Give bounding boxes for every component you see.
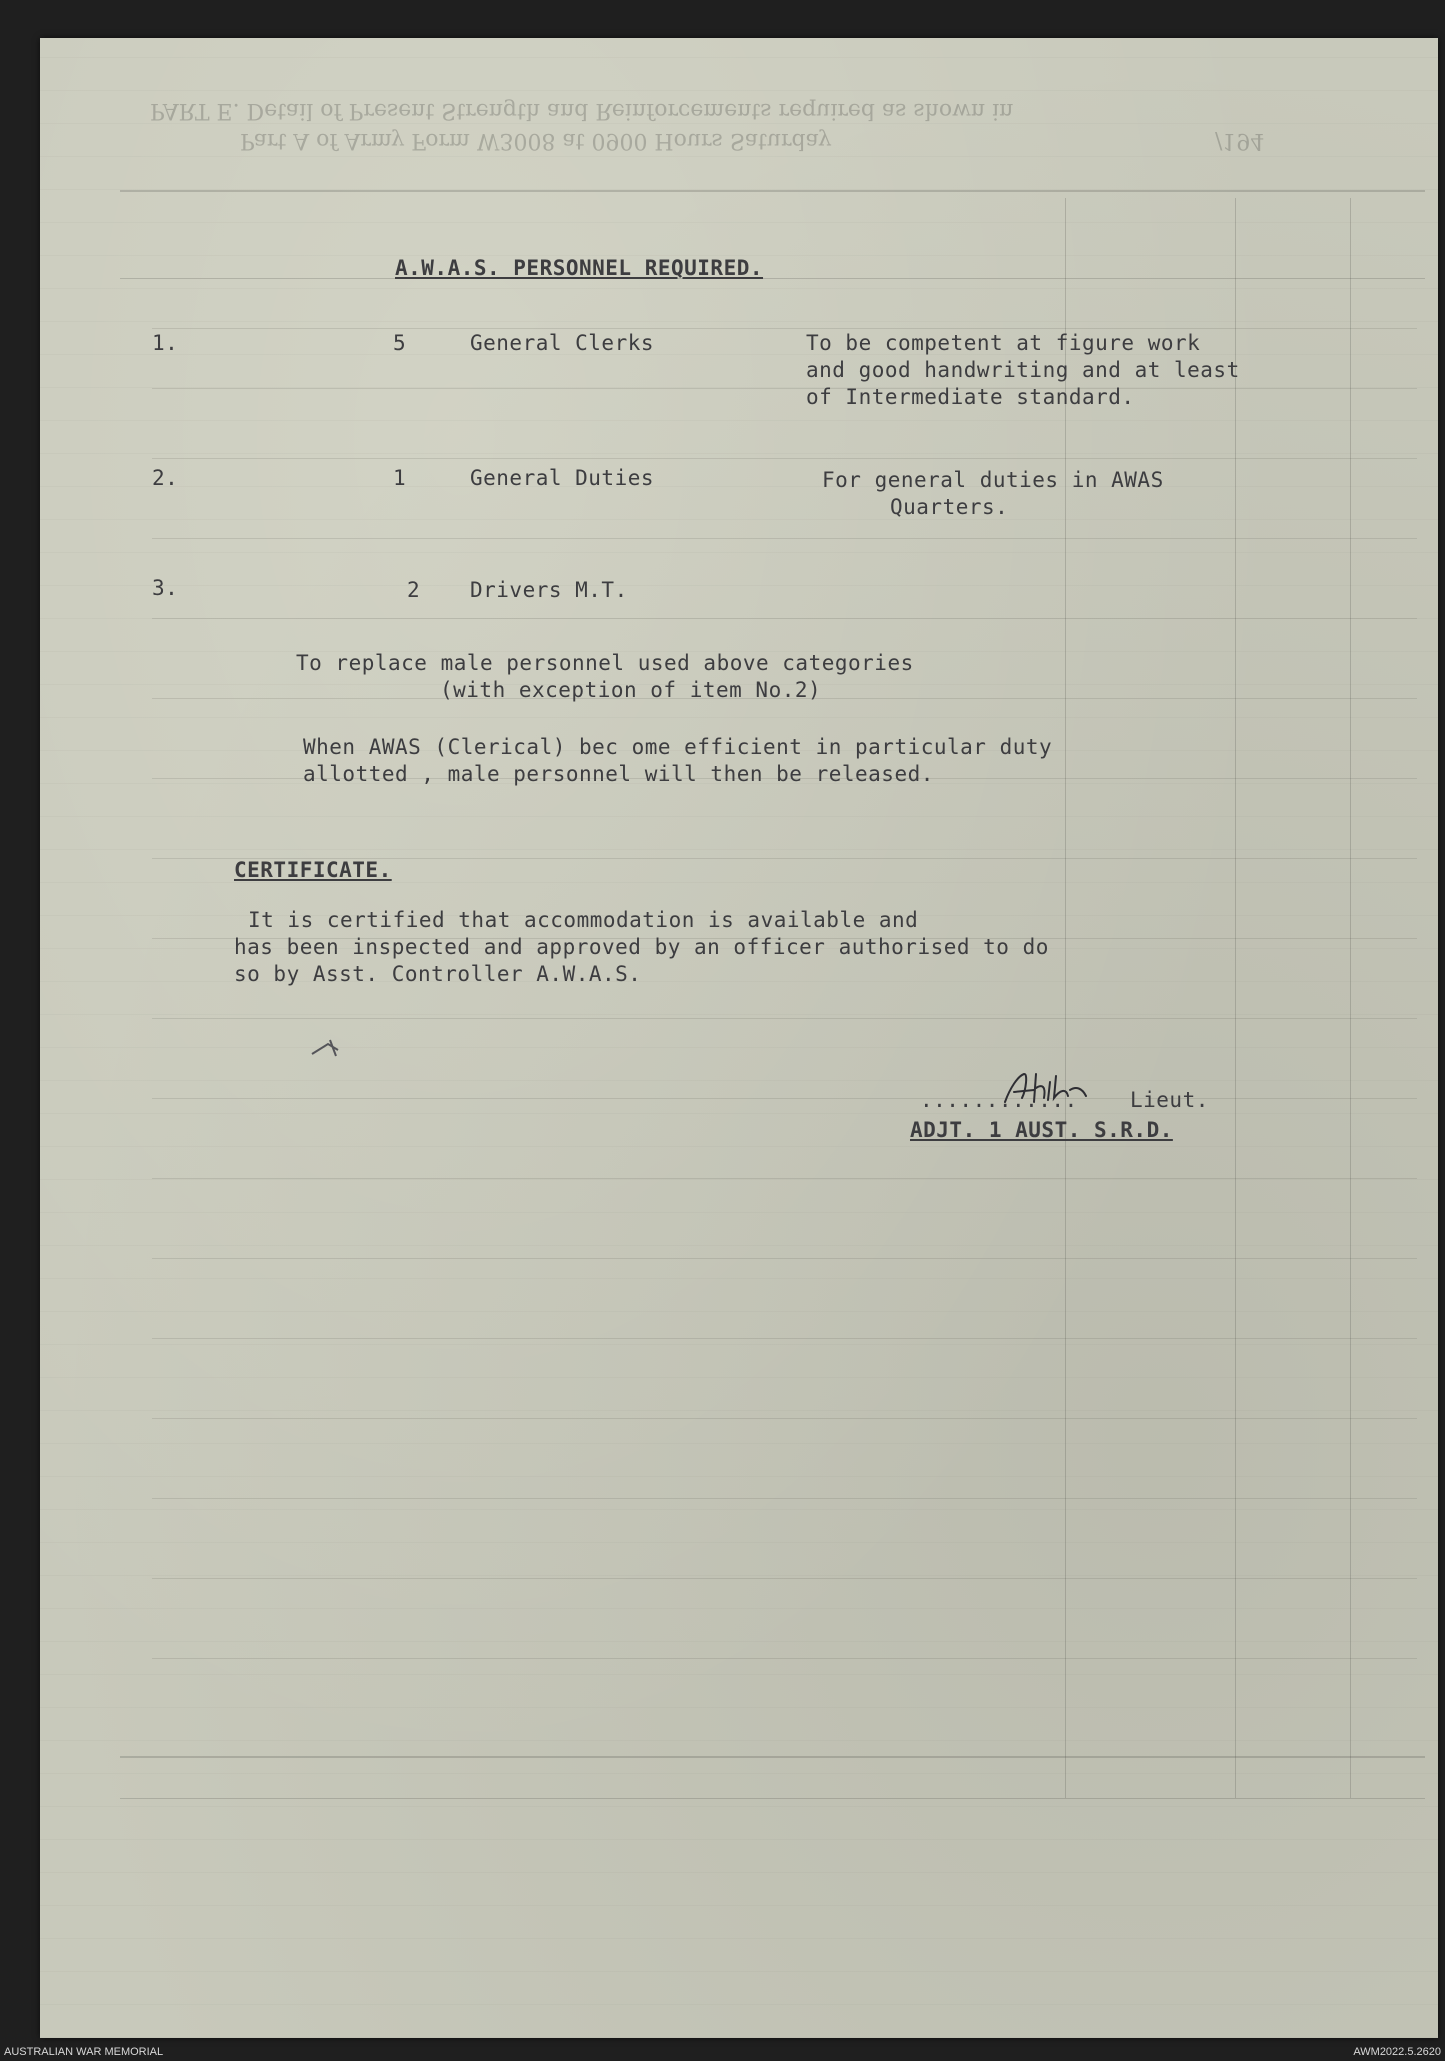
ghost-column-line <box>1065 198 1066 1798</box>
item-1-note-line-1: To be competent at figure work <box>806 331 1201 355</box>
ghost-rule-bottom <box>120 1756 1425 1758</box>
item-3-quantity: 2 <box>407 578 421 602</box>
replace-note-line-2: (with exception of item No.2) <box>440 678 822 702</box>
ghost-row <box>152 388 1417 389</box>
ghost-header-line-1: PART E. Detail of Present Strength and Reinforcements required as shown in <box>150 98 1014 123</box>
ghost-row <box>152 538 1417 539</box>
ghost-header-line-3: /194 <box>1215 128 1265 153</box>
ghost-row <box>152 1178 1417 1179</box>
ghost-row <box>152 328 1417 329</box>
ghost-rule-top <box>120 190 1425 192</box>
item-1-category: General Clerks <box>470 331 655 355</box>
item-1-note-line-3: of Intermediate standard. <box>806 385 1135 409</box>
ghost-column-line <box>1235 198 1236 1798</box>
ghost-row <box>152 1498 1417 1499</box>
ghost-row <box>152 618 1417 619</box>
ghost-header-line-2: Part A of Army Form W3008 at 0900 Hours Saturday <box>240 128 832 153</box>
certificate-title: CERTIFICATE. <box>234 858 392 882</box>
document-page <box>40 38 1438 2038</box>
replace-note-line-1: To replace male personnel used above categories <box>296 651 914 675</box>
ghost-column-line <box>1350 198 1351 1798</box>
item-3-category: Drivers M.T. <box>470 578 628 602</box>
efficiency-note-line-2: allotted , male personnel will then be released. <box>303 762 934 786</box>
ghost-row <box>152 1098 1417 1099</box>
certificate-line-3: so by Asst. Controller A.W.A.S. <box>234 962 642 986</box>
ghost-row <box>152 1658 1417 1659</box>
item-2-quantity: 1 <box>393 466 407 490</box>
ghost-rule <box>120 278 1425 279</box>
ghost-row <box>152 458 1417 459</box>
pen-mark-icon <box>310 1036 350 1060</box>
ghost-row <box>152 1578 1417 1579</box>
ghost-row <box>152 1418 1417 1419</box>
item-2-note-line-2: Quarters. <box>890 495 1009 519</box>
item-3-number: 3. <box>152 576 179 600</box>
certificate-line-1: It is certified that accommodation is available and <box>248 908 919 932</box>
signature-dots: ............ <box>920 1088 1078 1112</box>
footer-institution: AUSTRALIAN WAR MEMORIAL <box>4 2046 164 2058</box>
signature-designation: ADJT. 1 AUST. S.R.D. <box>910 1118 1173 1142</box>
ghost-row <box>152 1258 1417 1259</box>
ghost-rule <box>120 1798 1425 1799</box>
item-2-number: 2. <box>152 466 179 490</box>
ghost-row <box>152 1018 1417 1019</box>
item-1-note-line-2: and good handwriting and at least <box>806 358 1240 382</box>
item-1-quantity: 5 <box>393 331 407 355</box>
certificate-line-2: has been inspected and approved by an officer authorised to do <box>234 935 1049 959</box>
ghost-row <box>152 1338 1417 1339</box>
section-heading: A.W.A.S. PERSONNEL REQUIRED. <box>395 256 764 280</box>
efficiency-note-line-1: When AWAS (Clerical) bec ome efficient in particular duty <box>303 735 1053 759</box>
item-1-number: 1. <box>152 331 179 355</box>
item-2-note-line-1: For general duties in AWAS <box>822 468 1164 492</box>
item-2-category: General Duties <box>470 466 655 490</box>
footer-accession-number: AWM2022.5.2620 <box>1353 2046 1441 2058</box>
signature-rank: Lieut. <box>1130 1088 1209 1112</box>
